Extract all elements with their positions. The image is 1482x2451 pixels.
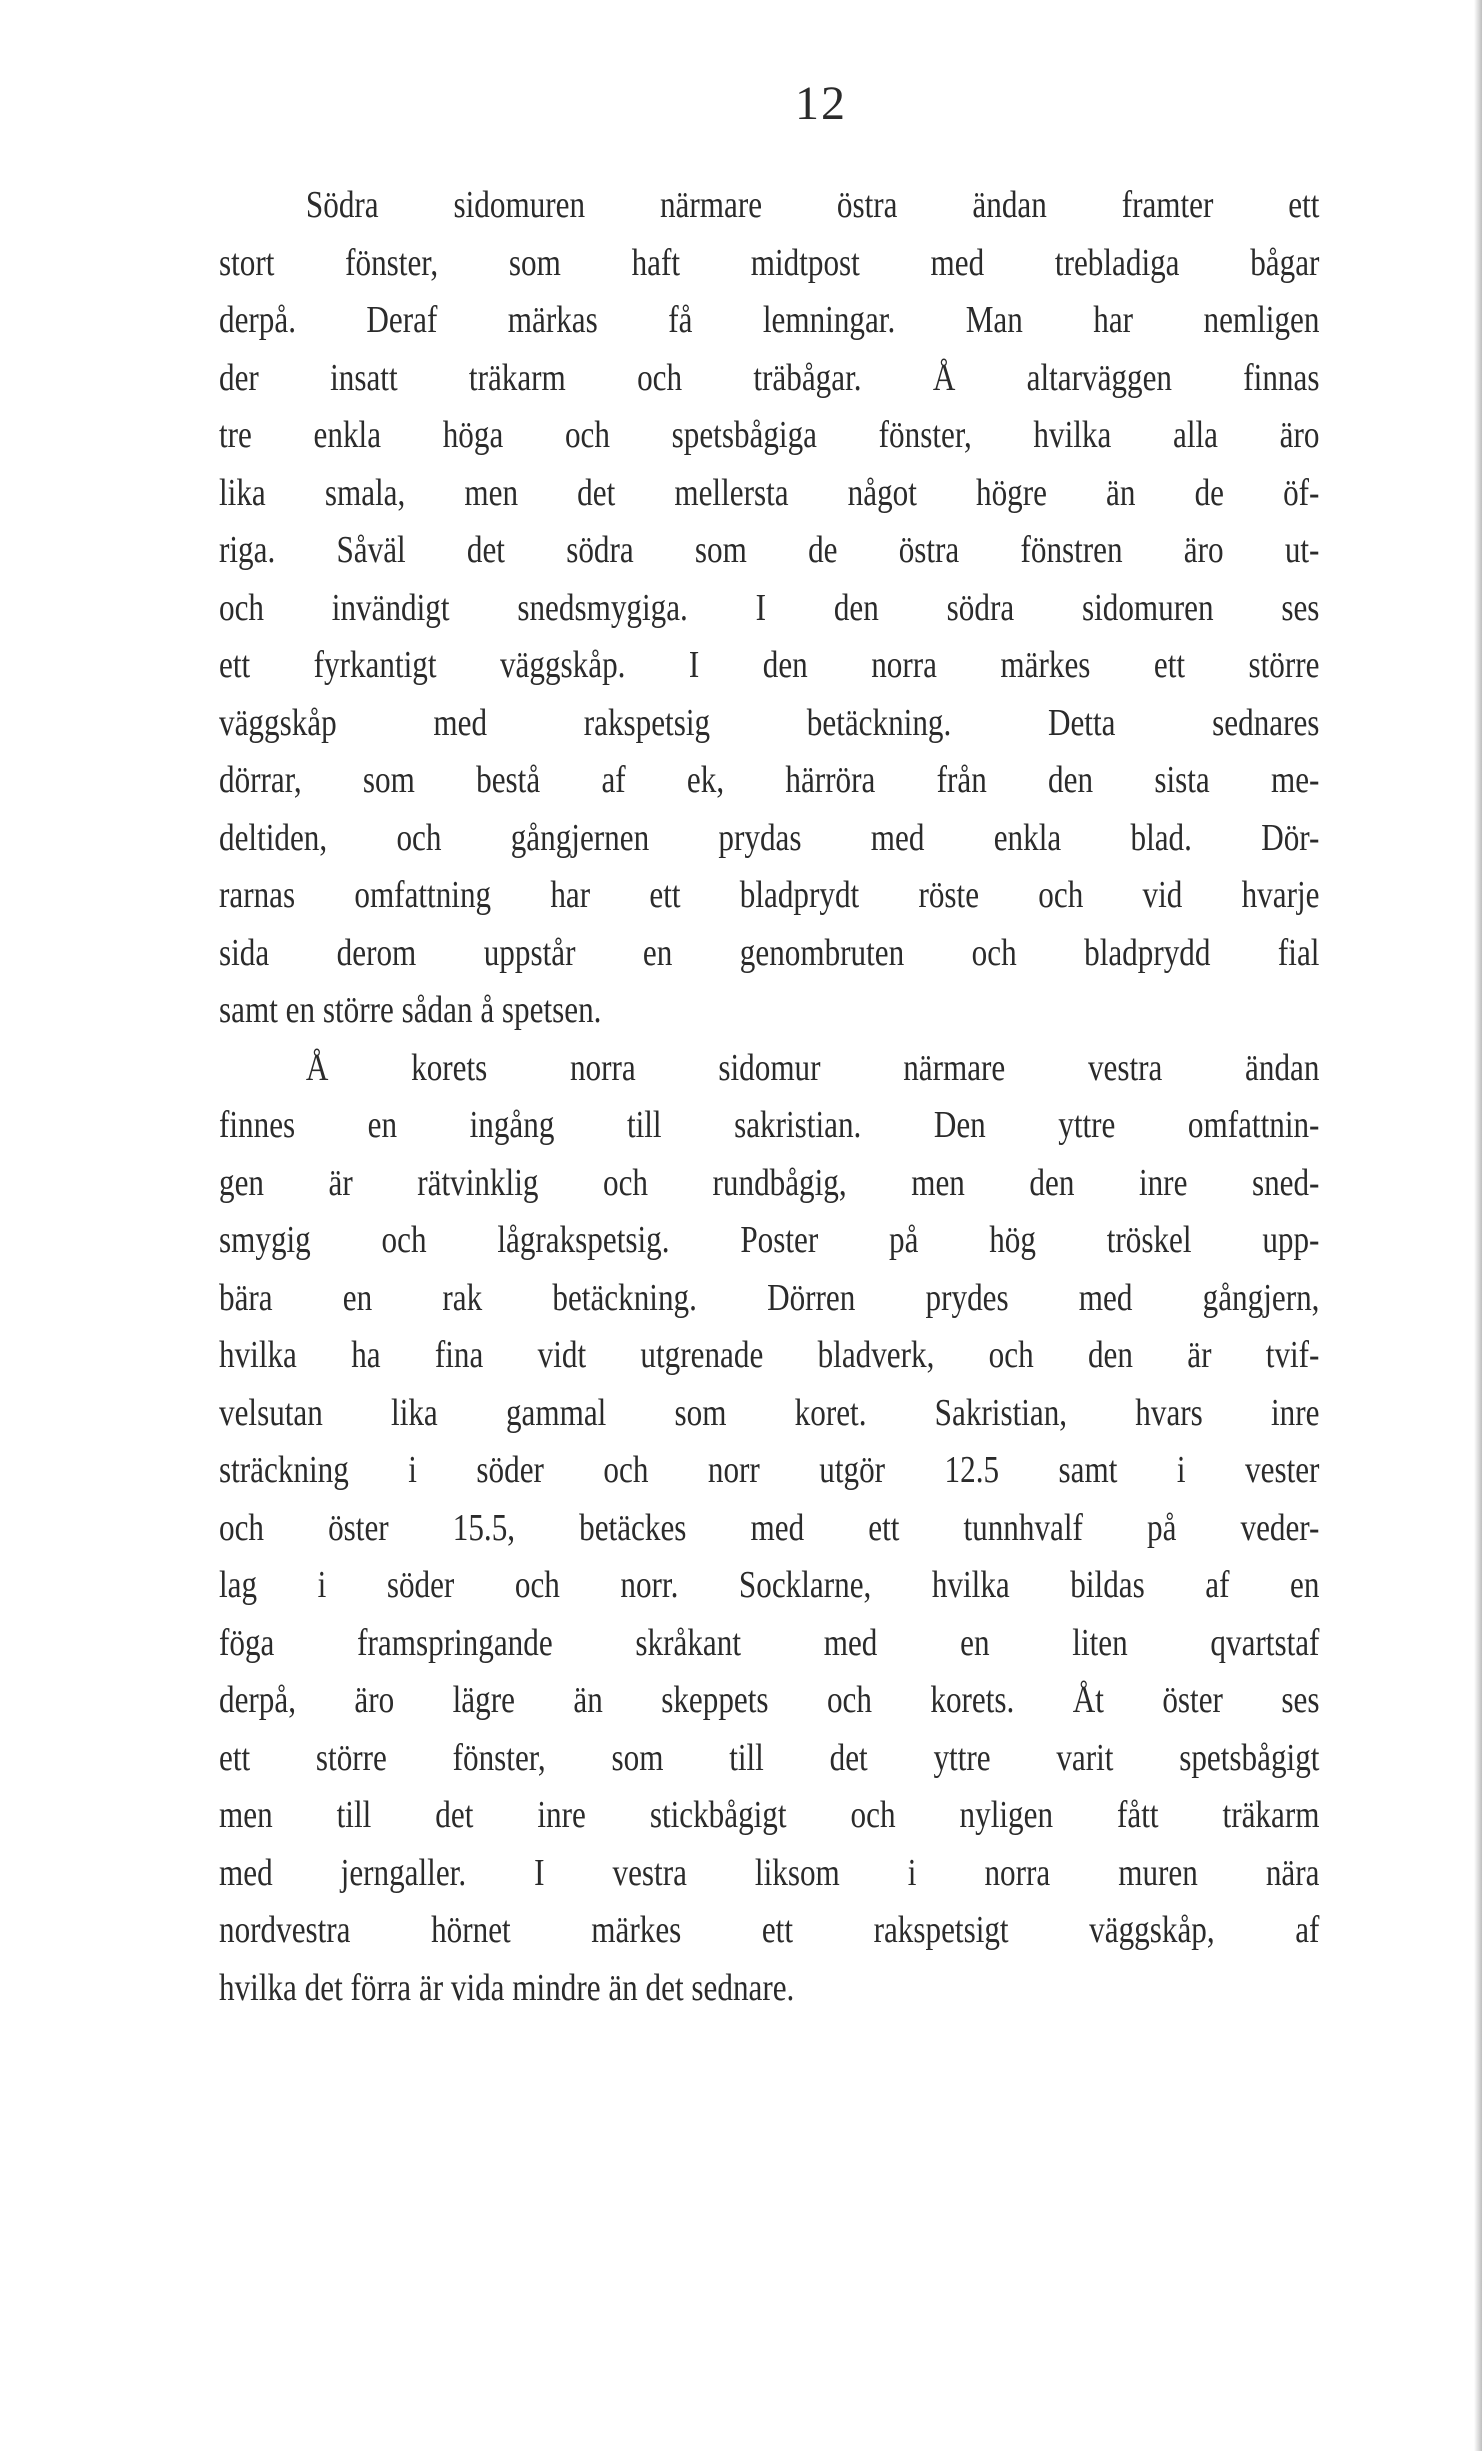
body-text: [219, 177, 1319, 2017]
text-line: deltiden, och gångjernen prydas med enkla blad. Dör-: [219, 816, 1320, 859]
text-line: föga framspringande skråkant med en liten qvartstaf: [219, 1621, 1320, 1664]
text-line: stort fönster, som haft midtpost med trebladiga bågar: [219, 241, 1320, 284]
text-line: Å korets norra sidomur närmare vestra ändan: [305, 1046, 1320, 1089]
text-line: ett fyrkantigt väggskåp. I den norra märkes ett större: [219, 644, 1320, 686]
text-line: hvilka ha fina vidt utgrenade bladverk, och den är tvif-: [219, 1334, 1320, 1376]
text-line: gen är rätvinklig och rundbågig, men den inre sned-: [219, 1161, 1320, 1204]
text-line: nordvestra hörnet märkes ett rakspetsigt väggskåp, af: [219, 1909, 1320, 1951]
text-line: lag i söder och norr. Socklarne, hvilka bildas af en: [219, 1564, 1320, 1606]
text-line: derpå. Deraf märkas få lemningar. Man har nemligen: [219, 299, 1320, 341]
text-line: bära en rak betäckning. Dörren prydes med gångjern,: [219, 1276, 1320, 1319]
text-line: väggskåp med rakspetsig betäckning. Detta sednares: [219, 701, 1320, 744]
text-line: och invändigt snedsmygiga. I den södra sidomuren ses: [219, 586, 1320, 629]
text-line: riga. Såväl det södra som de östra fönstren äro ut-: [219, 529, 1320, 571]
text-line: sida derom uppstår en genombruten och bladprydd fial: [219, 931, 1320, 974]
text-line: der insatt träkarm och träbågar. Å altarväggen finnas: [219, 356, 1320, 399]
text-line: samt en större sådan å spetsen.: [219, 989, 602, 1031]
text-line: smygig och lågrakspetsig. Poster på hög tröskel upp-: [219, 1219, 1320, 1261]
text-line: hvilka det förra är vida mindre än det sednare.: [219, 1966, 795, 2009]
text-line: sträckning i söder och norr utgör 12.5 samt i vester: [219, 1449, 1320, 1491]
text-line: och öster 15.5, betäckes med ett tunnhvalf på veder-: [219, 1506, 1320, 1549]
text-line: dörrar, som bestå af ek, härröra från den sista me-: [219, 759, 1320, 801]
page-edge-shadow: [1474, 0, 1482, 2451]
text-line: finnes en ingång till sakristian. Den yttre omfattnin-: [219, 1104, 1320, 1146]
text-line: men till det inre stickbågigt och nyligen fått träkarm: [219, 1794, 1320, 1836]
text-line: tre enkla höga och spetsbågiga fönster, hvilka alla äro: [219, 414, 1320, 456]
text-line: lika smala, men det mellersta något högre än de öf-: [219, 471, 1320, 514]
text-line: ett större fönster, som till det yttre varit spetsbågigt: [219, 1736, 1320, 1779]
page-number: 12: [795, 77, 847, 130]
text-line: derpå, äro lägre än skeppets och korets. Åt öster ses: [219, 1679, 1320, 1721]
text-line: Södra sidomuren närmare östra ändan framter ett: [305, 184, 1320, 226]
text-line: med jerngaller. I vestra liksom i norra muren nära: [219, 1851, 1320, 1894]
text-line: rarnas omfattning har ett bladprydt röste och vid hvarje: [219, 874, 1320, 916]
text-line: velsutan lika gammal som koret. Sakristian, hvars inre: [219, 1391, 1320, 1434]
